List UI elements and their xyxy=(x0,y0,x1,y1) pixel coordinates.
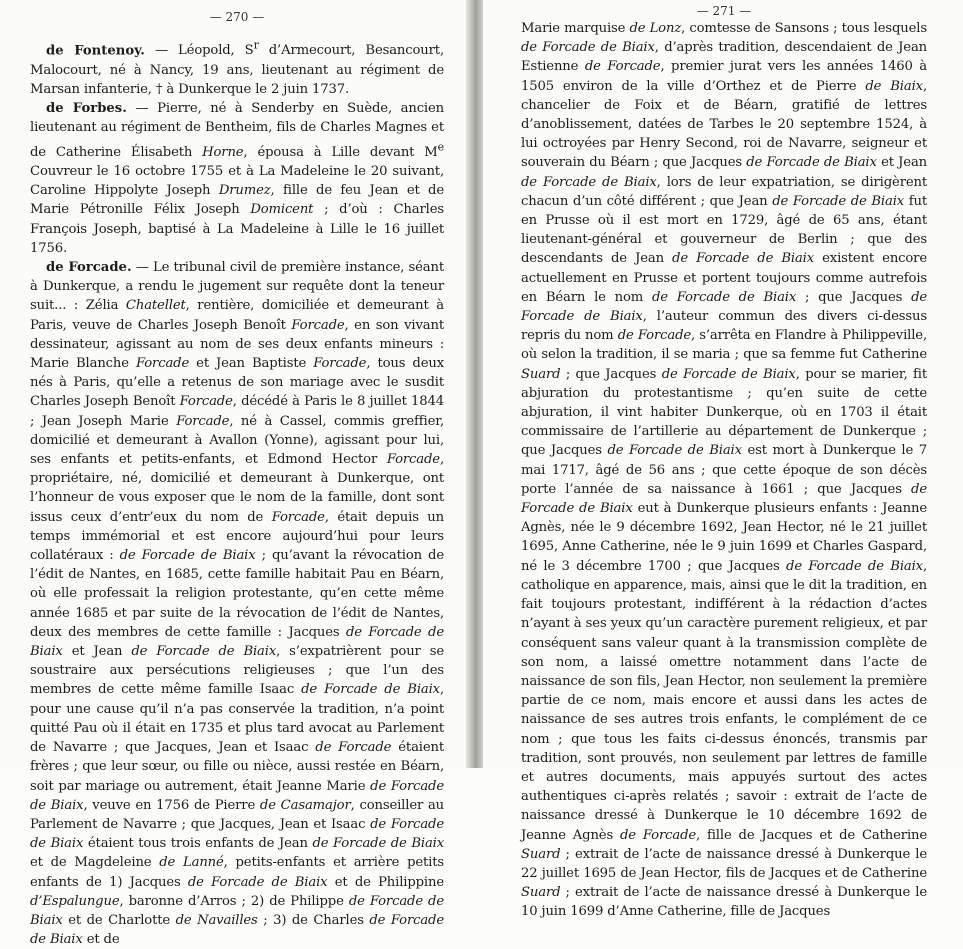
right-page-text xyxy=(521,19,927,922)
italic-name: de Forcade de Biaix xyxy=(521,289,928,325)
text-run: ; extrait de l’acte de naissance dressé à Dunkerque le 10 juin 1699 d’Anne Catherine, fille de Jacques xyxy=(521,885,927,920)
text-run: , comtesse de Sansons ; tous lesquels xyxy=(681,21,927,36)
continued-paragraph xyxy=(521,19,927,922)
italic-name: Forcade xyxy=(291,317,345,333)
text-run: est mort à Dunkerque le 7 mai 1717, âgé de 56 ans ; que cette époque de son décès porte l’année de sa naissance à 1661 ; que Jacques xyxy=(521,443,927,497)
italic-name: Forcade xyxy=(271,509,325,525)
entry-body xyxy=(30,260,444,947)
italic-name: de Forcade xyxy=(584,59,661,75)
text-run: , chancelier de Foix et de Béarn, gratifié de lettres d’anoblissement, datées de Tarbes le 20 septembre 1524, à lui octroyées par Henry Second, roi de Navarre, seigneur et souverain du Béarn ; que Jacques xyxy=(521,78,927,171)
page-number-right: — 271 — xyxy=(696,4,752,18)
abbrev-superscript: r xyxy=(253,39,259,52)
text-run: et Jean Baptiste xyxy=(189,356,314,372)
page-number-left: — 270 — xyxy=(209,10,265,24)
italic-name: de Forcade de Biaix xyxy=(651,289,797,305)
text-run: ; que Jacques xyxy=(560,366,662,382)
italic-name: de Forcade de Biaix xyxy=(746,155,877,171)
italic-name: Horne xyxy=(202,144,244,160)
italic-name: de Forcade de Biaix xyxy=(521,174,657,190)
italic-name: de Forcade de Biaix xyxy=(672,251,815,267)
text-run: ; extrait de l’acte de naissance dressé à Dunkerque le 22 juillet 1695 de Jean Hector, fils de Jacques et de Catherine xyxy=(521,846,927,881)
text-run: , d’après tradition, descendaient de Jean Estienne xyxy=(521,40,928,75)
entry-fontenoy xyxy=(30,36,444,99)
entry-forcade xyxy=(30,258,444,949)
right-page xyxy=(483,0,963,920)
italic-name: Drumez xyxy=(218,183,271,199)
italic-name: Forcade xyxy=(176,413,230,429)
left-page-text xyxy=(30,36,444,949)
italic-name: de Forcade de Biaix xyxy=(521,481,927,517)
italic-name: Forcade xyxy=(135,356,190,372)
italic-name: Forcade xyxy=(313,356,367,372)
italic-name: Forcade xyxy=(179,394,233,410)
text-run: , s’arrêta en Flandre à Philippeville, où selon la tradition, il se maria ; que sa femme fut Catherine xyxy=(521,328,927,363)
entry-heading: de Fontenoy. xyxy=(46,43,145,59)
text-run: , petits-enfants et arrière petits enfants de 1) Jacques xyxy=(30,855,444,890)
text-run: , veuve en 1756 de Pierre xyxy=(83,797,260,813)
text-run: et de Charlotte xyxy=(62,912,176,928)
text-run: d’Armecourt, Besancourt, Malocourt, né à Nancy, 19 ans, lieutenant au régiment de Marsan infanterie, † à Dunkerque le 2 juin 1737. xyxy=(30,43,444,97)
italic-name: de Forcade de Biaix xyxy=(30,893,445,928)
text-run: et de Philippine xyxy=(327,874,444,890)
text-run: , pour une cause qu’il n’a pas conservée la tradition, n’a point quitté Pau où il était en 1735 et plus tard avocat au Parlement de Navarre ; que Jacques, Jean et Isaac xyxy=(30,682,444,756)
italic-name: de Forcade xyxy=(315,740,392,756)
text-run: , conseiller au Parlement de Navarre ; que Jacques, Jean et Isaac xyxy=(30,797,444,832)
italic-name: Suard xyxy=(521,885,561,901)
italic-name: de Forcade de Biaix xyxy=(607,443,742,459)
italic-name: de Forcade de Biaix xyxy=(30,624,444,660)
text-run: , propriétaire, né, domicilié et demeurant à Dunkerque, ont l’honneur de vous exposer que le nom de la famille, dont sont issus ceux d’entr’eux du nom de xyxy=(30,452,444,525)
italic-name: de Forcade de Biaix xyxy=(661,366,796,382)
italic-name: Suard xyxy=(521,366,561,382)
italic-name: Domicent xyxy=(250,202,314,218)
text-run: ; 3) de Charles xyxy=(257,912,370,928)
text-run: — Pierre, né à Senderby en Suède, ancien lieutenant au régiment de Bentheim, fils de Charles Magnes et de Catherine Élisabeth xyxy=(30,101,444,160)
text-run: , était depuis un temps immémorial et est encore aujourd’hui pour leurs collatéraux : xyxy=(30,509,444,564)
italic-name: de Forcade de Biaix xyxy=(30,816,444,852)
text-run: , catholique en apparence, mais, ainsi que le dit la tradition, en fait toujours protestant, indifférent à la rédaction d’actes n’ayant à ses yeux qu’un caractère purement religieux, et par conséquent sans valeur quant à la transmission complète de son nom, a laissé omettre notamment dans l’acte de naissance de son fils, Jean Hector, non seulement la première partie de ce nom, mais encore et aussi dans les actes de naissance de ses autres trois enfants, le complément de ce nom ; que tous les faits ci-dessus énoncés, transmis par tradition, sont prouvés, non seulement par lettres de famille et autres documents, mais appuyés surtout des actes authentiques ci-après relatés ; savoir : extrait de l’acte de naissance dressé à Dunkerque le 10 décembre 1692 de Jeanne Agnès xyxy=(521,558,927,843)
italic-name: Forcade xyxy=(386,452,440,468)
text-run: , né à Cassel, commis greffier, domicilié et demeurant à Avallon (Yonne), agissant pour lui, ses enfants et petits-enfants, et Edmond Hector xyxy=(30,413,444,468)
italic-name: de Forcade de Biaix xyxy=(312,836,445,852)
italic-name: de Forcade de Biaix xyxy=(187,874,328,890)
text-run: Marie marquise xyxy=(521,21,630,36)
text-run: et Jean xyxy=(62,644,132,660)
text-run: et de xyxy=(82,932,120,948)
text-run: eut à Dunkerque plusieurs enfants : Jeanne Agnès, née le 9 décembre 1692, Jean Hector, né le 21 juillet 1695, Anne Catherine, née le 9 juin 1699 et Charles Gaspard, né le 3 décembre 1700 ; que Jacques xyxy=(521,501,927,574)
italic-name: de Forcade xyxy=(620,827,697,843)
text-run: , s’expatrièrent pour se soustraire aux persécutions religieuses ; que l’un des membres de cette même famille Isaac xyxy=(30,644,444,698)
text-run: et de Magdeleine xyxy=(30,855,160,871)
text-run: , fille de Jacques et de Catherine xyxy=(696,827,928,843)
italic-name: de Forcade de Biaix xyxy=(521,40,655,56)
italic-name: de Forcade de Biaix xyxy=(119,548,256,564)
text-run: , baronne d’Arros ; 2) de Philippe xyxy=(119,893,349,909)
text-run: , pour se marier, fit abjuration du protestantisme ; qu’en suite de cette abjuration, il vint habiter Dunkerque, où en 1703 il était commissaire de l’artillerie au département de Dunkerque ; que Jacques xyxy=(521,366,927,459)
entry-heading: de Forcade. xyxy=(46,260,132,276)
text-run: — Léopold, S xyxy=(144,43,254,59)
text-run: — Le tribunal civil de première instance, séant à Dunkerque, a rendu le jugement sur requête dont la teneur suit... : Zélia xyxy=(30,260,444,314)
italic-name: de Lonz xyxy=(629,21,682,36)
text-run: , épousa à Lille devant M xyxy=(243,144,438,160)
italic-name: de Forcade de Biaix xyxy=(301,682,440,698)
text-run: existent encore actuellement en Prusse et portent toujours comme autrefois en Béarn le nom xyxy=(521,251,927,305)
italic-name: Chatellet xyxy=(125,298,186,314)
italic-name: de Forcade de Biaix xyxy=(786,558,923,574)
text-run: ; d’où : Charles François Joseph, baptisé à La Madeleine à Lille le 16 juillet 1756. xyxy=(30,202,444,256)
text-run: fut en Prusse où il est mort en 1729, âgé de 65 ans, étant lieutenant-général et gouverneur de Berlin ; que des descendants de Jean xyxy=(521,193,927,267)
text-run: ; qu’avant la révocation de l’édit de Nantes, en 1685, cette famille habitait Pau en Béarn, où elle professait la religion protestante, qu’en cette même année 1685 et par suite de la révocation de l’édit de Nantes, deux des membres de cette famille : Jacques xyxy=(30,548,444,640)
text-run: Couvreur le 16 octobre 1755 et à La Madeleine le 20 suivant, Caroline Hippolyte Joseph xyxy=(30,164,444,199)
text-run: , premier jurat vers les années 1460 à 1505 environ de la ville d’Orthez et de Pierre xyxy=(521,59,927,94)
italic-name: de Forcade de Biaix xyxy=(30,912,444,948)
italic-name: de Navailles xyxy=(175,912,258,928)
text-run: , fille de feu Jean et de Marie Pétronille Félix Joseph xyxy=(30,183,445,218)
text-run: , l’auteur commun des divers ci-dessus repris du nom xyxy=(521,309,927,344)
italic-name: de Forcade de Biaix xyxy=(131,644,277,660)
paragraph-body xyxy=(521,21,927,919)
text-run: , décédé à Paris le 8 juillet 1844 ; Jean Joseph Marie xyxy=(30,394,444,429)
text-run: , en son vivant dessinateur, agissant au nom de ses deux enfants mineurs : Marie Blanche xyxy=(30,317,444,372)
text-run: étaient tous trois enfants de Jean xyxy=(83,836,313,852)
italic-name: de Casamajor xyxy=(259,797,351,813)
text-run: étaient frères ; que leur sœur, ou fille ou nièce, aussi restée en Béarn, soit par mariage ou autrement, était Jeanne Marie xyxy=(30,740,444,794)
italic-name: de Forcade xyxy=(617,328,692,344)
italic-name: Suard xyxy=(521,846,561,862)
entry-forbes xyxy=(30,99,444,258)
italic-name: de Lanné xyxy=(159,855,224,871)
entry-heading: de Forbes. xyxy=(46,101,127,116)
text-run: , rentière, domiciliée et demeurant à Paris, veuve de Charles Joseph Benoît xyxy=(30,298,444,333)
italic-name: de Forcade de Biaix xyxy=(772,193,905,209)
italic-name: d’Espalungue xyxy=(30,893,120,909)
left-page xyxy=(0,0,466,948)
abbrev-superscript: e xyxy=(437,140,444,154)
entry-body xyxy=(30,101,444,256)
italic-name: de Biaix xyxy=(865,78,923,94)
text-run: ; que Jacques xyxy=(796,289,912,305)
italic-name: de Forcade de Biaix xyxy=(30,778,444,813)
text-run: et Jean xyxy=(876,155,928,171)
text-run: , lors de leur expatriation, se dirigèrent chacun d’un côté différent ; que Jean xyxy=(521,174,927,209)
book-gutter xyxy=(466,0,483,768)
text-run: , tous deux nés à Paris, qu’elle a retenus de son mariage avec le susdit Charles Joseph Benoît xyxy=(30,356,444,410)
